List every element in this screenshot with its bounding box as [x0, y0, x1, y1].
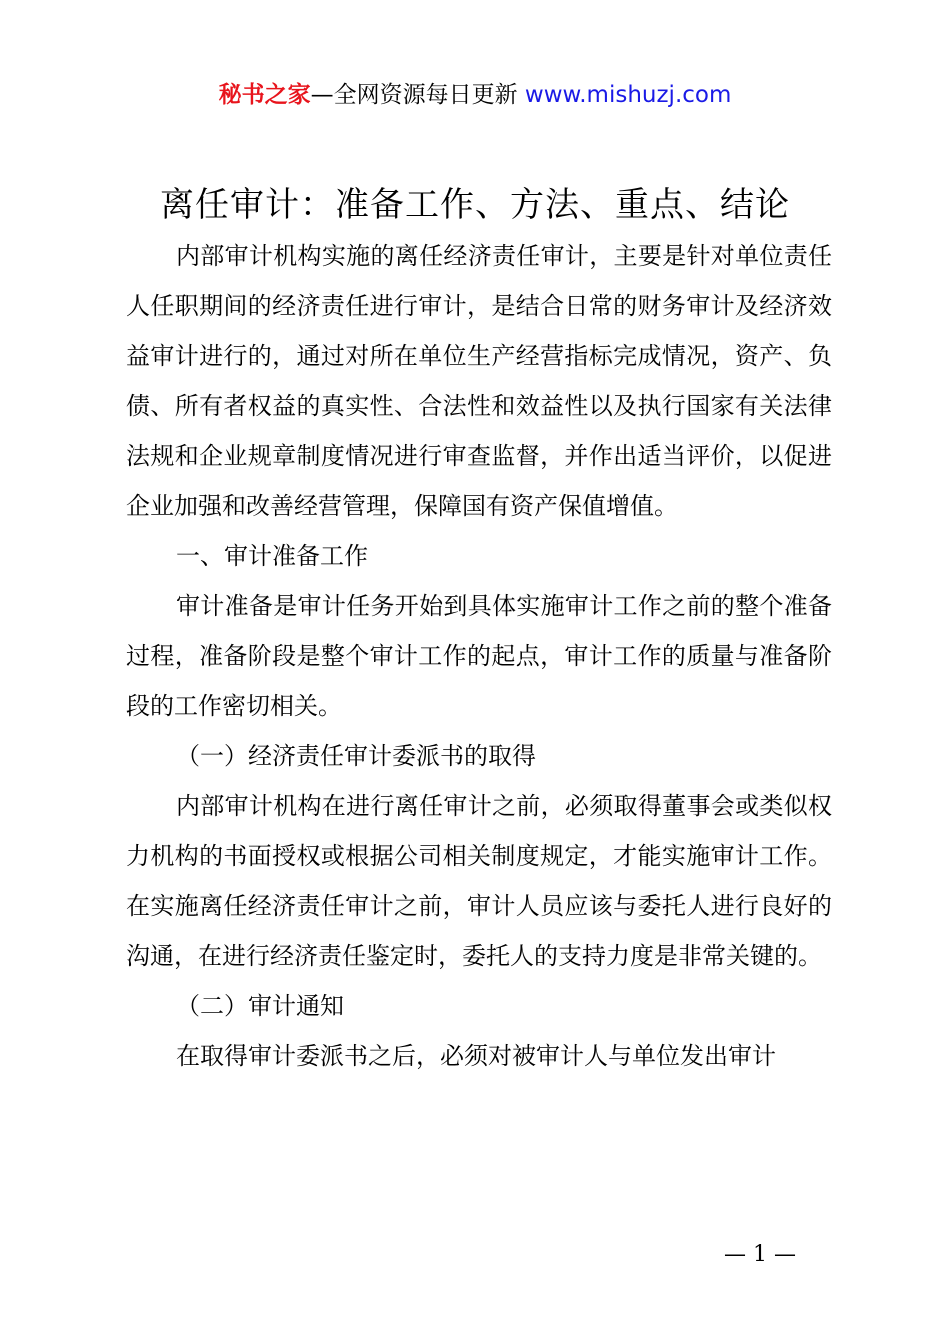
notice-paragraph: 在取得审计委派书之后，必须对被审计人与单位发出审计	[176, 1042, 776, 1070]
subsection-heading-notice: （二）审计通知	[176, 992, 344, 1020]
site-brand: 秘书之家	[218, 82, 311, 108]
subsection-heading-commission: （一）经济责任审计委派书的取得	[176, 742, 536, 770]
prep-paragraph: 审计准备是审计任务开始到具体实施审计工作之前的整个准备过程，准备阶段是整个审计工作的起点，审计工作的质量与准备阶段的工作密切相关。	[126, 592, 832, 720]
section-heading-prep: 一、审计准备工作	[176, 542, 368, 570]
document-title: 离任审计：准备工作、方法、重点、结论	[160, 185, 790, 225]
site-tagline: —全网资源每日更新	[310, 82, 525, 108]
site-url-link[interactable]: www.mishuzj.com	[524, 82, 732, 108]
page-number: — 1 —	[724, 1242, 796, 1267]
site-header	[0, 78, 950, 112]
intro-paragraph: 内部审计机构实施的离任经济责任审计，主要是针对单位责任人任职期间的经济责任进行审计，是结合日常的财务审计及经济效益审计进行的，通过对所在单位生产经营指标完成情况，资产、负债、所有者权益的真实性、合法性和效益性以及执行国家有关法律法规和企业规章制度情况进行审查监督，并作出适当评价，以促进企业加强和改善经营管理，保障国有资产保值增值。	[126, 242, 832, 520]
commission-paragraph: 内部审计机构在进行离任审计之前，必须取得董事会或类似权力机构的书面授权或根据公司相关制度规定，才能实施审计工作。在实施离任经济责任审计之前，审计人员应该与委托人进行良好的沟通，在进行经济责任鉴定时，委托人的支持力度是非常关键的。	[126, 792, 832, 970]
document-body	[126, 231, 832, 1081]
